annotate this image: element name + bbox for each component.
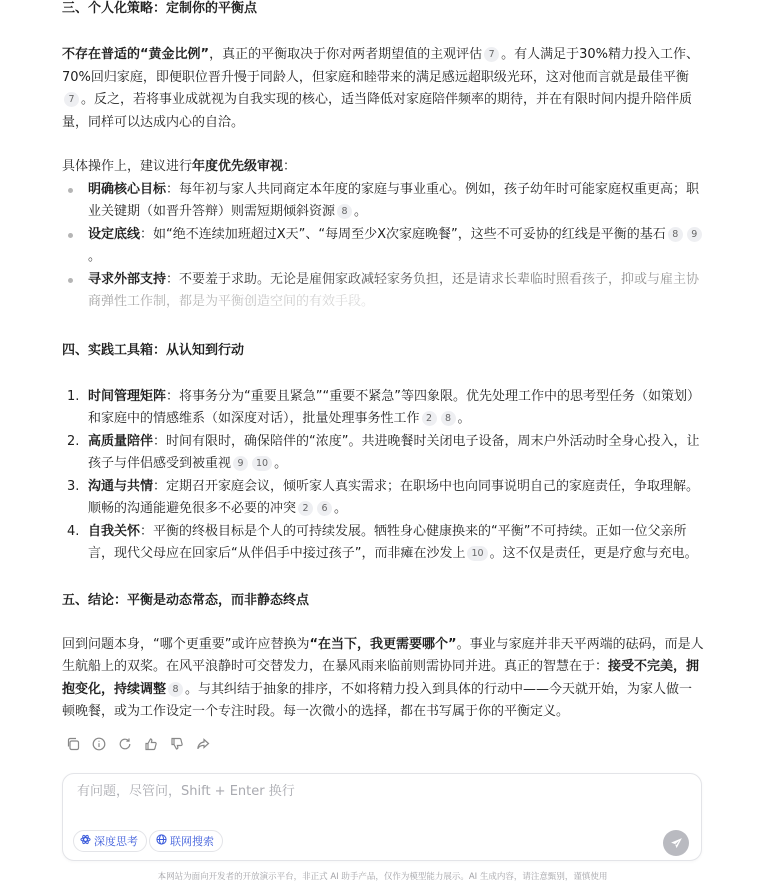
web-search-label: 联网搜索 xyxy=(170,835,214,848)
deep-think-icon xyxy=(80,834,91,848)
citation-badge[interactable]: 10 xyxy=(467,546,487,561)
list-item: 3. 沟通与共情：定期召开家庭会议，倾听家人真实需求；在职场中也向同事说明自己的家庭责任，争取理解。顺畅的沟通能避免很多不必要的冲突 2 6 。 xyxy=(67,478,700,516)
section-3-paragraph-2: 具体操作上，建议进行年度优先级审视： xyxy=(62,159,297,174)
section-4-heading: 四、实践工具箱：从认知到行动 xyxy=(62,342,245,358)
citation-badge[interactable]: 9 xyxy=(687,227,702,242)
section-5-paragraph: 回到问题本身，“哪个更重要”或许应替换为“在当下，我更需要哪个”。事业与家庭并非天平两端的砝码，而是人生航船上的双桨。在风平浪静时可交替发力，在暴风雨来临前则需协同并进。真正的智慧在于：接受不完美，拥抱变化，持续调整 8 。与其纠结于抽象的排序，不如将精力投入到具体的行动中——今天就开始，为家人做一顿晚餐，或为工作设定一个专注时段。每一次微小的选择，都在书写属于你的平衡定义。 xyxy=(62,636,704,719)
citation-badge[interactable]: 7 xyxy=(484,47,499,62)
chat-composer xyxy=(62,773,702,861)
citation-badge[interactable]: 2 xyxy=(298,501,313,516)
section-3-heading: 三、个人化策略：定制你的平衡点 xyxy=(62,1,258,16)
thumbs-down-icon[interactable] xyxy=(168,735,186,753)
info-icon[interactable] xyxy=(90,735,108,753)
section-3-bullet-list xyxy=(62,179,704,314)
copy-icon[interactable] xyxy=(64,735,82,753)
message-action-bar xyxy=(64,735,212,753)
section-3-paragraph-1: 不存在普适的“黄金比例”，真正的平衡取决于你对两者期望值的主观评估 7 。有人满足于30%精力投入工作、70%回归家庭，即便职位晋升慢于同龄人，但家庭和睦带来的满足感远超职级光环，这对他而言就是最佳平衡7 。反之，若将事业成就视为自我实现的核心，适当降低对家庭陪伴频率的期待，并在有限时间内提升陪伴质量，同样可以达成内心的自洽。 xyxy=(62,47,700,130)
list-item: 明确核心目标：每年初与家人共同商定本年度的家庭与事业重心。例如，孩子幼年时可能家庭权重更高；职业关键期（如晋升答辩）则需短期倾斜资源 8 。 xyxy=(62,179,704,224)
message-content xyxy=(62,0,704,724)
section-4-step-list xyxy=(62,386,704,566)
citation-badge[interactable]: 8 xyxy=(337,204,352,219)
list-item: 1. 时间管理矩阵：将事务分为“重要且紧急”“重要不紧急”等四象限。优先处理工作中的思考型任务（如策划）和家庭中的情感维系（如深度对话），批量处理事务性工作 2 8 。 xyxy=(67,388,700,426)
citation-badge[interactable]: 9 xyxy=(233,456,248,471)
citation-badge[interactable]: 8 xyxy=(441,411,456,426)
list-item: 寻求外部支持：不要羞于求助。无论是雇佣家政减轻家务负担，还是请求长辈临时照看孩子，抑或与雇主协商弹性工作制，都是为平衡创造空间的有效手段。 xyxy=(62,269,704,314)
chat-input[interactable] xyxy=(77,784,637,799)
citation-badge[interactable]: 8 xyxy=(668,227,683,242)
share-icon[interactable] xyxy=(194,735,212,753)
disclaimer-footer: 本网站为面向开发者的开放演示平台，非正式 AI 助手产品，仅作为模型能力展示。AI 生成内容，请注意甄别，谨慎使用 xyxy=(157,872,608,882)
citation-badge[interactable]: 8 xyxy=(168,682,183,697)
deep-think-label: 深度思考 xyxy=(94,835,138,848)
thumbs-up-icon[interactable] xyxy=(142,735,160,753)
send-button[interactable] xyxy=(663,830,689,856)
web-search-toggle[interactable] xyxy=(149,830,223,852)
list-item: 4. 自我关怀：平衡的终极目标是个人的可持续发展。牺牲身心健康换来的“平衡”不可持续。正如一位父亲所言，现代父母应在回家后“从伴侣手中接过孩子”，而非瘫在沙发上 10 。这不仅是责任，更是疗愈与充电。 xyxy=(67,523,698,561)
list-item: 设定底线：如“绝不连续加班超过X天”、“每周至少X次家庭晚餐”，这些不可妥协的红线是平衡的基石 8 9。 xyxy=(62,224,704,269)
send-icon xyxy=(670,837,683,850)
list-item: 2. 高质量陪伴：时间有限时，确保陪伴的“浓度”。共进晚餐时关闭电子设备，周末户外活动时全身心投入，让孩子与伴侣感受到被重视 9 10 。 xyxy=(67,433,700,471)
citation-badge[interactable]: 6 xyxy=(317,501,332,516)
section-5-heading: 五、结论：平衡是动态常态，而非静态终点 xyxy=(62,592,310,608)
refresh-icon[interactable] xyxy=(116,735,134,753)
citation-badge[interactable]: 2 xyxy=(422,411,437,426)
deep-think-toggle[interactable] xyxy=(73,830,147,852)
citation-badge[interactable]: 10 xyxy=(252,456,272,471)
citation-badge[interactable]: 7 xyxy=(64,92,79,107)
globe-icon xyxy=(156,834,167,848)
